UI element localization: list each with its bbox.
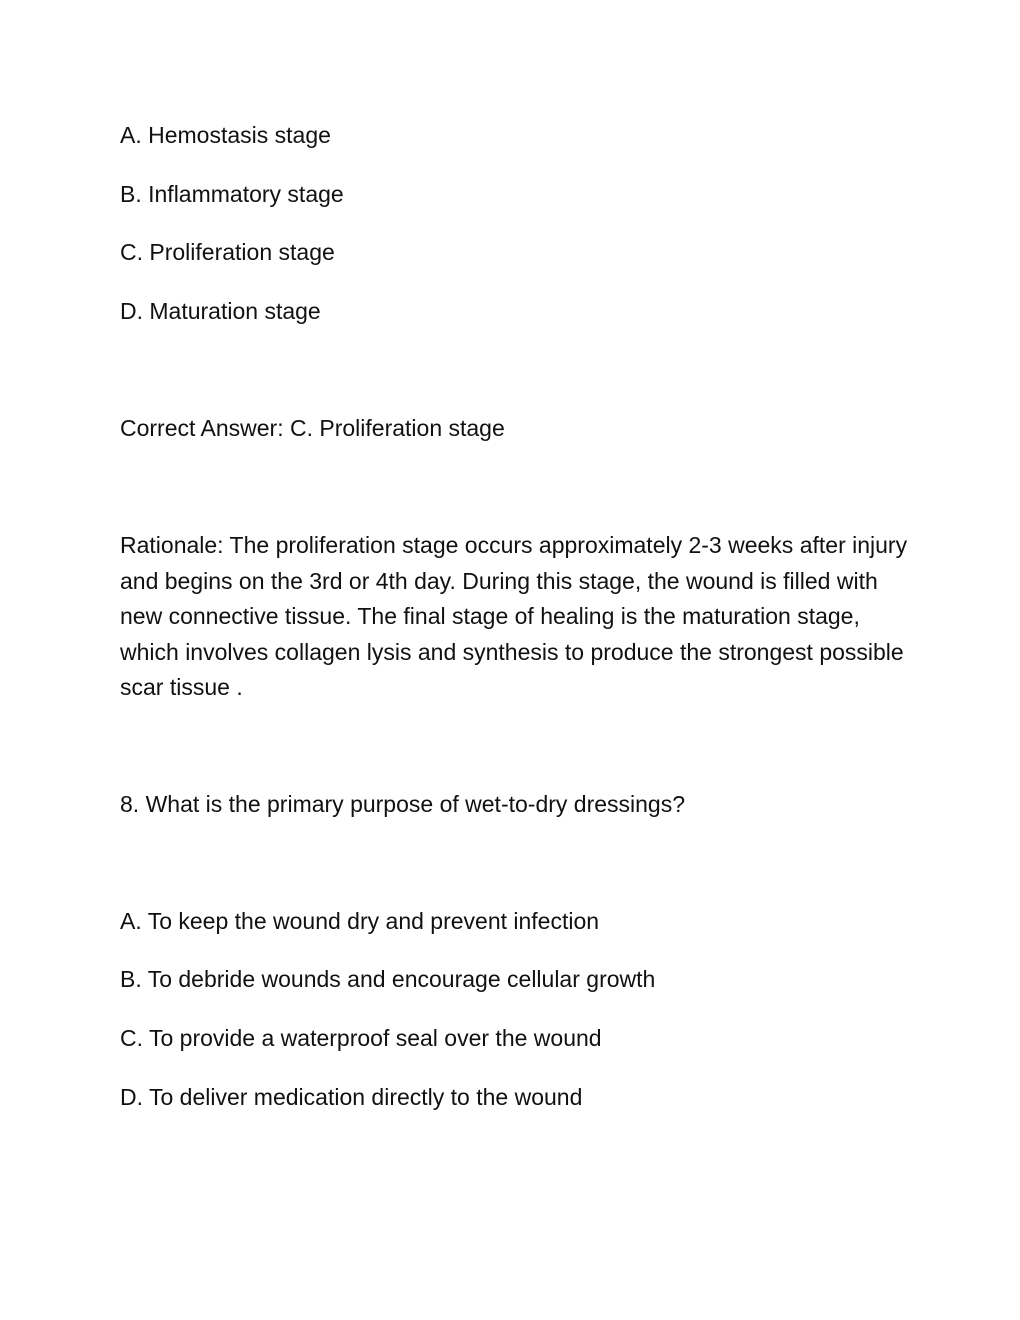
q8-option-d: D. To deliver medication directly to the wound [120, 1084, 583, 1110]
question-text: 8. What is the primary purpose of wet-to-dry dressings? [120, 791, 686, 817]
option-c: C. Proliferation stage [120, 239, 335, 265]
q8-option-c: C. To provide a waterproof seal over the wound [120, 1025, 602, 1051]
rationale: Rationale: The proliferation stage occurs approximately 2-3 weeks after injury and begins on the 3rd or 4th day. During this stage, the wound is filled with new connective tissue. The final stage of healing is the maturation stage, which involves collagen lysis and synthesis to produce the strongest possible scar tissue . [120, 532, 908, 700]
correct-answer: Correct Answer: C. Proliferation stage [120, 415, 505, 441]
option-a: A. Hemostasis stage [120, 122, 331, 148]
q8-option-b: B. To debride wounds and encourage cellular growth [120, 966, 656, 992]
option-d: D. Maturation stage [120, 298, 321, 324]
q8-option-a: A. To keep the wound dry and prevent infection [120, 908, 600, 934]
option-b: B. Inflammatory stage [120, 181, 344, 207]
